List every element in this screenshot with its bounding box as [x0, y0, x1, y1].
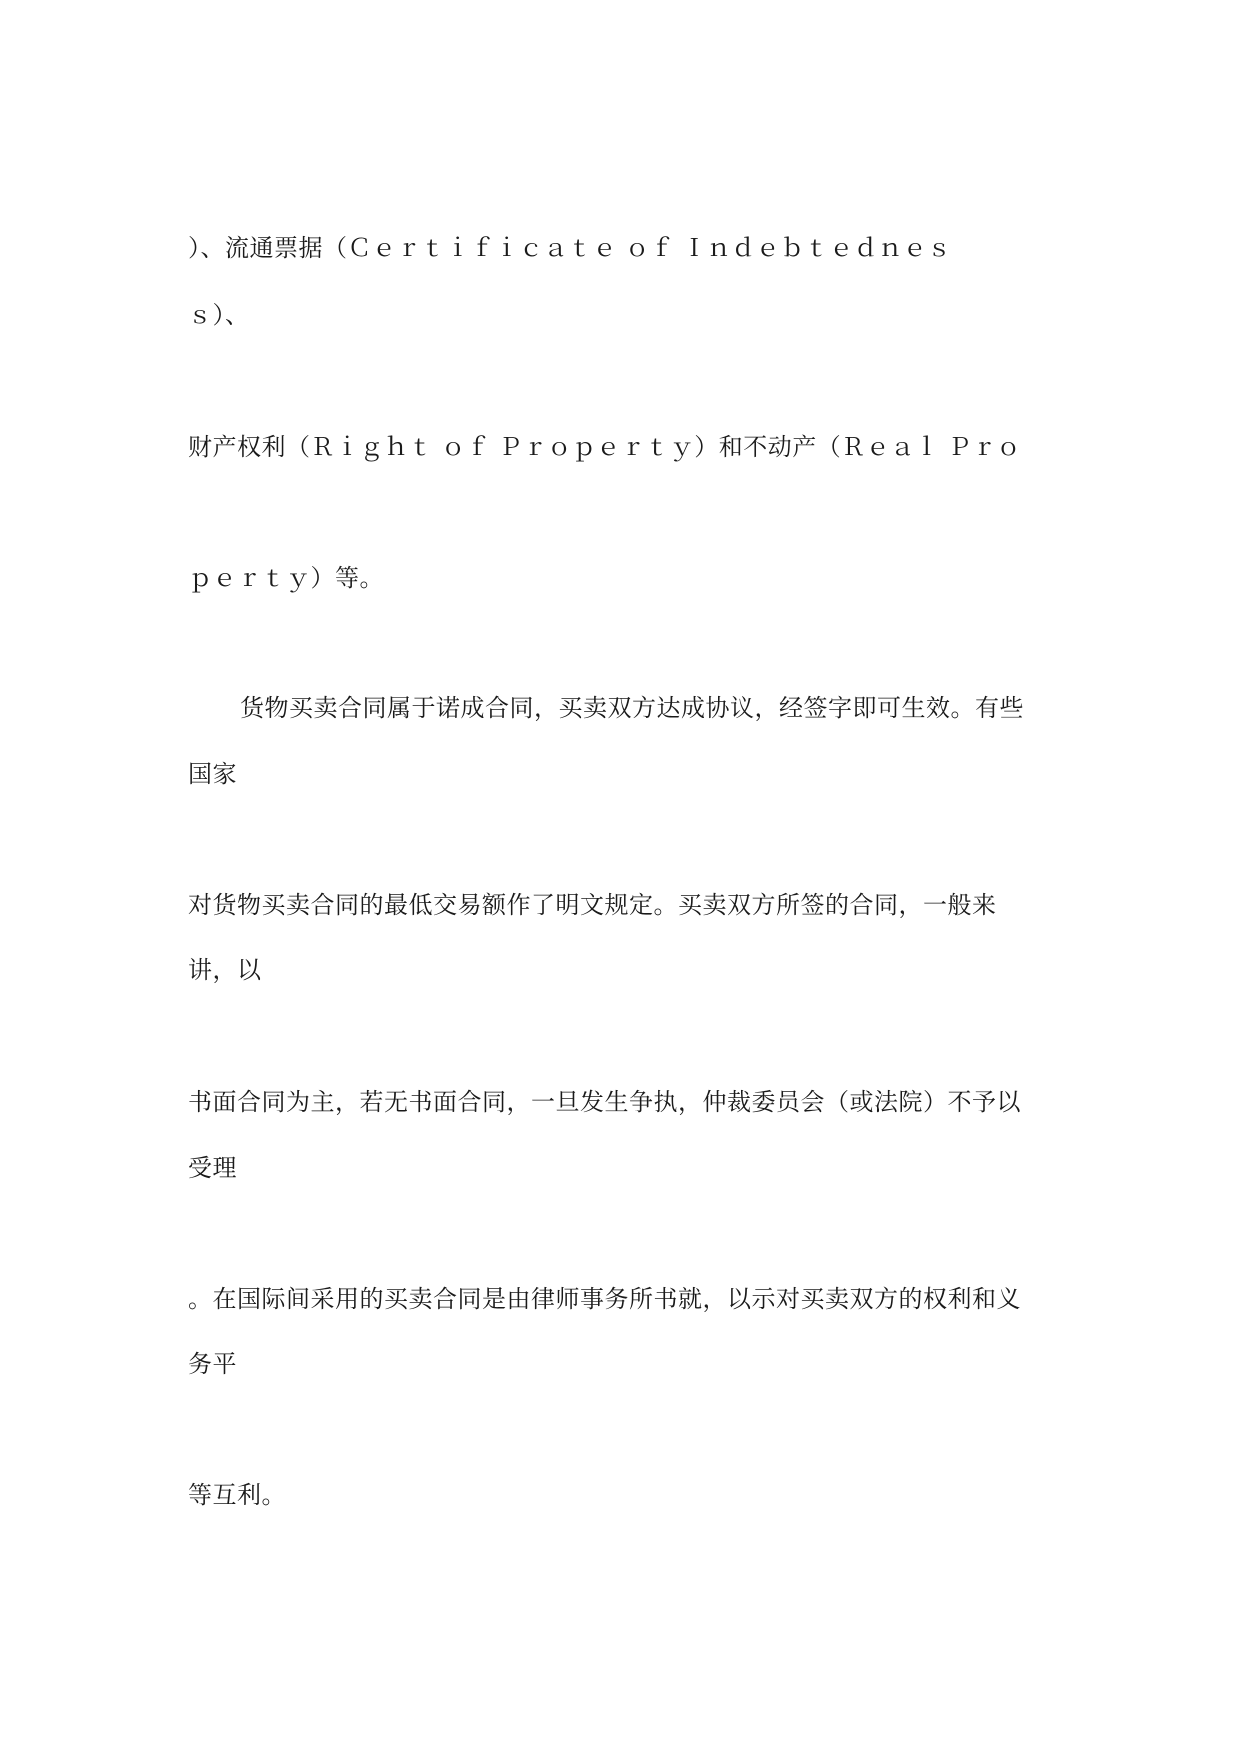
text-line: 受理: [188, 1154, 237, 1182]
text-line: 讲，以: [188, 956, 262, 984]
text-line: ）、流通票据（Ｃｅｒｔｉｆｉｃａｔｅ ｏｆ Ｉｎｄｅｂｔｅｄｎｅｓ: [188, 234, 952, 262]
text-line: 书面合同为主，若无书面合同，一旦发生争执，仲裁委员会（或法院）不予以: [188, 1088, 1021, 1116]
text-line: 对货物买卖合同的最低交易额作了明文规定。买卖双方所签的合同，一般来: [188, 891, 997, 919]
text-line: 务平: [188, 1350, 237, 1378]
text-line: ｓ）、: [188, 301, 250, 329]
paragraph-start-line: 货物买卖合同属于诺成合同，买卖双方达成协议，经签字即可生效。有些: [240, 694, 1024, 722]
text-line: 国家: [188, 760, 237, 788]
text-line: 等互利。: [188, 1481, 286, 1509]
text-line: ｐｅｒｔｙ）等。: [188, 564, 384, 592]
text-line: 财产权利（Ｒｉｇｈｔ ｏｆ Ｐｒｏｐｅｒｔｙ）和不动产（Ｒｅａｌ Ｐｒｏ: [188, 433, 1021, 461]
text-line: 。在国际间采用的买卖合同是由律师事务所书就，以示对买卖双方的权利和义: [188, 1285, 1021, 1313]
